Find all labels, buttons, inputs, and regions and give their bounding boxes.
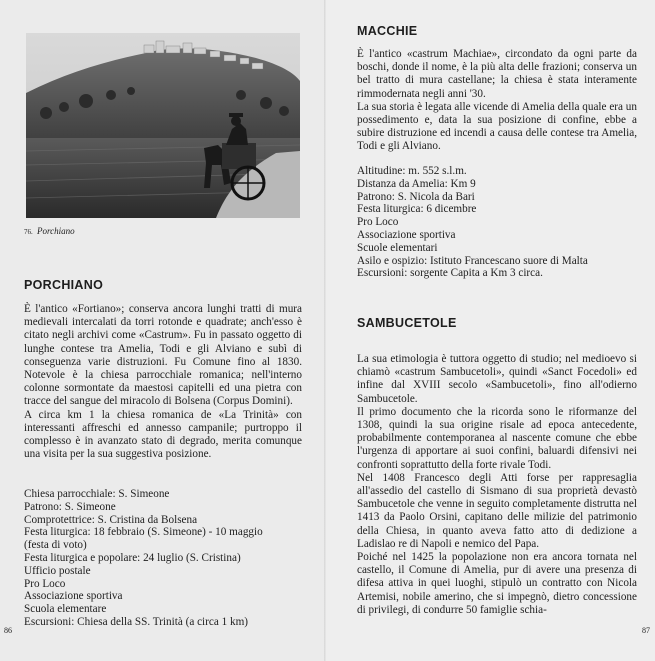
caption-number: 76. <box>24 228 33 236</box>
paragraph: La sua etimologia è tuttora oggetto di studio; nel medioevo si chiamò «castrum Sambucetoli», quindi «Sanct Focedoli» ed infine dal XVIII secolo «Sambucetoli», fino all'odierno Sambucetole. <box>357 353 637 405</box>
macchie-heading: MACCHIE <box>357 24 418 38</box>
fact-line: Distanza da Amelia: Km 9 <box>357 177 476 190</box>
fact-line: Pro Loco <box>357 216 399 229</box>
fact-line: (festa di voto) <box>24 539 87 552</box>
paragraph: Nel 1408 Francesco degli Atti forse per rappresaglia all'assedio del castello di Sismano di sua proprietà devastò Sambucetole che venne in seguito completamente distrutta nel 1413 da Paolo Orsini, capitano delle milizie del patrimonio della Chiesa, in quanto aveva fatto atto di dedizione a Ladislao re di Napoli e nemico del Papa. <box>357 471 637 550</box>
sambucetole-description <box>357 353 637 617</box>
fact-line: Festa liturgica: 18 febbraio (S. Simeone) - 10 maggio <box>24 526 263 539</box>
photo-caption <box>24 226 75 236</box>
fact-line: Ufficio postale <box>24 564 91 577</box>
page-number-left: 86 <box>4 626 12 635</box>
fact-line: Scuole elementari <box>357 241 438 254</box>
fact-line: Festa liturgica e popolare: 24 luglio (S. Cristina) <box>24 551 241 564</box>
fact-line: Escursioni: Chiesa della SS. Trinità (a circa 1 km) <box>24 615 249 628</box>
fact-line: Festa liturgica: 6 dicembre <box>357 203 477 216</box>
fact-line: Associazione sportiva <box>24 590 123 603</box>
macchie-facts <box>357 165 588 280</box>
sambucetole-heading: SAMBUCETOLE <box>357 316 457 330</box>
paragraph: A circa km 1 la chiesa romanica de «La Trinità» con interessanti affreschi ed annesso campanile; purtroppo il complesso è in avanzato stato di degrado, merita comunque una visita per la sua suggestiva posizione. <box>24 408 302 461</box>
paragraph: È l'antico «castrum Machiae», circondato da ogni parte da boschi, donde il nome, è la più alta delle frazioni; conserva un bel tratto di mura castellane; la chiesa è stata interamente rimmodernata negli anni '30. <box>357 48 637 100</box>
fact-line: Asilo e ospizio: Istituto Francescano suore di Malta <box>357 254 588 267</box>
fact-line: Patrono: S. Nicola da Bari <box>357 190 475 203</box>
fact-line: Associazione sportiva <box>357 228 456 241</box>
fact-line: Comprotettrice: S. Cristina da Bolsena <box>24 513 198 526</box>
fact-line: Escursioni: sorgente Capita a Km 3 circa. <box>357 267 543 280</box>
paragraph: La sua storia è legata alle vicende di Amelia della quale era un possedimento e, data la sua posizione di confine, ebbe a subire distruzione ed incendi a causa delle contese tra Amelia, Todi e gli Alviano. <box>357 100 637 153</box>
porchiano-facts <box>24 488 263 629</box>
fact-line: Pro Loco <box>24 577 66 590</box>
paragraph: Poiché nel 1425 la popolazione non era ancora tornata nel castello, il Comune di Amelia, pur di avere una presenza di difesa attiva in quei luoghi, stipulò un contratto con Nicola Artemisi, nobile amerino, che si impegnò, dietro concessione di privilegi, di condurre 50 famiglie schia- <box>357 551 637 616</box>
porchiano-description <box>24 303 302 461</box>
macchie-description <box>357 48 637 154</box>
fact-line: Altitudine: m. 552 s.l.m. <box>357 165 467 177</box>
page-number-right: 87 <box>642 626 650 635</box>
fact-line: Chiesa parrocchiale: S. Simeone <box>24 488 170 500</box>
porchiano-heading: PORCHIANO <box>24 278 104 292</box>
right-page <box>327 0 655 661</box>
caption-text: Porchiano <box>37 226 75 236</box>
left-page <box>0 0 327 661</box>
paragraph: Il primo documento che la ricorda sono le riformanze del 1308, quindi la sua origine risale ad epoca antecedente, probabilmente contemporanea al nascente comune che ebbe l'urgenza di apportare ai suoi confini, baluardi difensivi nei confronti soprattutto della forte rivale Todi. <box>357 405 637 471</box>
porchiano-landscape-image <box>26 33 300 218</box>
porchiano-photo <box>26 33 300 218</box>
fact-line: Patrono: S. Simeone <box>24 500 116 513</box>
fact-line: Scuola elementare <box>24 603 107 616</box>
paragraph: È l'antico «Fortiano»; conserva ancora lunghi tratti di mura medievali intercalati da torri rotonde e quadrate; anch'esso è citato negli archivi come «Castrum». Fu in passato oggetto di lunghe contese tra Amelia, Todi e gli Alviano e subì di conseguenza varie distruzioni. Fu Comune fino al 1830. Notevole è la chiesa parrocchiale romanica; nell'interno colonne sormontate da maestosi capitelli ed una pietra con tracce del sangue del miracolo di Bolsena (Corpus Domini). <box>24 303 302 408</box>
